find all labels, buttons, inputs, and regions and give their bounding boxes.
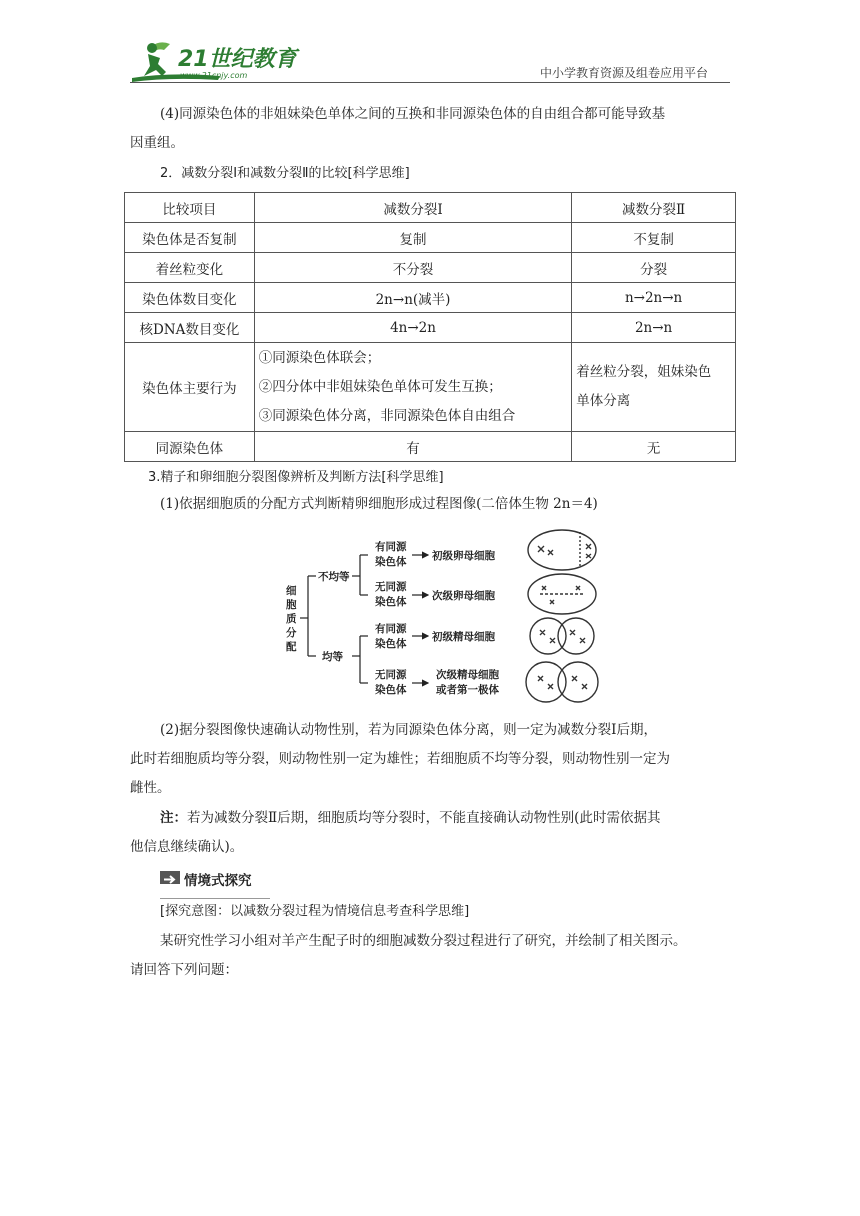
diagram-branch-label: 染色体: [375, 684, 407, 696]
diagram-root-char: 细: [286, 585, 297, 597]
arrow-right-icon: [160, 871, 180, 884]
table-cell: 不分裂: [254, 253, 571, 283]
table-row-behavior: [125, 343, 736, 432]
table-cell: 染色体数目变化: [125, 283, 255, 313]
explore-line2: 请回答下列问题：: [130, 962, 238, 978]
section3-paragraph-1: (1)依据细胞质的分配方式判断精卵细胞形成过程图像(二倍体生物 2n＝4): [160, 496, 598, 512]
table-header-row: [125, 193, 736, 223]
diagram-branch-label: 染色体: [375, 596, 407, 608]
behavior-m1-line: ②四分体中非姐妹染色单体可发生互换；: [258, 378, 502, 395]
table-cell: 2n→n(减半): [254, 283, 571, 313]
diagram-unequal-label: 不均等: [318, 571, 350, 583]
table-cell: 4n→2n: [254, 313, 571, 343]
diagram-result-label: 初级精母细胞: [432, 631, 495, 643]
logo-text: 21世纪教育: [178, 47, 297, 72]
site-logo: [130, 36, 300, 84]
table-row: [125, 253, 736, 283]
note-text: 若为减数分裂Ⅱ后期，细胞质均等分裂时，不能直接确认动物性别(此时需依据其: [187, 810, 661, 826]
diagram-branch-label: 无同源: [375, 581, 407, 593]
explore-tag-label: 情境式探究: [184, 873, 252, 889]
cell-primary-spermatocyte-icon: [530, 618, 594, 654]
table-cell: 核DNA数目变化: [125, 313, 255, 343]
section3-title: 3.精子和卵细胞分裂图像辨析及判断方法[科学思维]: [148, 470, 444, 485]
note-line1: [160, 804, 660, 833]
note-label: 注：: [160, 810, 187, 826]
diagram-root-char: 配: [286, 641, 297, 653]
cell-illustrations: [526, 530, 598, 702]
behavior-m1-line: ③同源染色体分离，非同源染色体自由组合: [258, 407, 516, 424]
diagram-result-label: 初级卵母细胞: [432, 550, 495, 562]
behavior-m2-line: 着丝粒分裂，姐妹染色: [576, 364, 712, 380]
diagram-branch-label: 染色体: [375, 638, 407, 650]
diagram-root-char: 质: [286, 613, 297, 625]
paragraph-4-line2: 因重组。: [130, 135, 184, 151]
diagram-root-char: 分: [286, 627, 297, 639]
table-row: [125, 283, 736, 313]
table-cell: 无: [572, 432, 736, 462]
cell-division-diagram: [280, 528, 610, 706]
table-cell: 分裂: [572, 253, 736, 283]
diagram-root-char: 胞: [286, 599, 297, 611]
header-divider: [130, 82, 730, 83]
explore-tag-underline: [160, 898, 270, 899]
cell-secondary-spermatocyte-icon: [526, 662, 598, 702]
behavior-m2-line: 单体分离: [576, 393, 631, 409]
table-cell: n→2n→n: [572, 283, 736, 313]
table-cell: 有: [254, 432, 571, 462]
table-header-cell: 比较项目: [125, 193, 255, 223]
explore-line1: 某研究性学习小组对羊产生配子时的细胞减数分裂过程进行了研究，并绘制了相关图示。: [160, 933, 687, 949]
table-cell: 复制: [254, 223, 571, 253]
section2-title: 2．减数分裂Ⅰ和减数分裂Ⅱ的比较[科学思维]: [160, 166, 410, 181]
table-cell: 着丝粒变化: [125, 253, 255, 283]
explore-tag: [160, 869, 268, 887]
diagram-branch-label: 有同源: [375, 623, 407, 635]
table-cell-behavior-m1: [254, 343, 571, 432]
table-row: [125, 223, 736, 253]
diagram-result-label: 次级卵母细胞: [432, 590, 495, 602]
diagram-branch-label: 有同源: [375, 541, 407, 553]
behavior-m1-line: ①同源染色体联会；: [258, 349, 381, 366]
table-cell: 同源染色体: [125, 432, 255, 462]
section3-paragraph-2-line3: 雌性。: [130, 780, 171, 796]
table-row: [125, 432, 736, 462]
comparison-table: [124, 192, 736, 462]
header-platform-text: 中小学教育资源及组卷应用平台: [540, 66, 709, 80]
section3-paragraph-2-line1: (2)据分裂图像快速确认动物性别，若为同源染色体分离，则一定为减数分裂Ⅰ后期，: [160, 722, 657, 738]
table-cell: 染色体是否复制: [125, 223, 255, 253]
diagram-equal-label: 均等: [322, 651, 343, 663]
cell-primary-oocyte-icon: [528, 530, 596, 570]
table-cell: 染色体主要行为: [125, 343, 255, 432]
table-cell: 2n→n: [572, 313, 736, 343]
diagram-result-label: 次级精母细胞: [436, 669, 499, 681]
logo-url: www.21cnjy.com: [180, 71, 248, 80]
table-header-cell: 减数分裂Ⅰ: [254, 193, 571, 223]
explore-intent: [探究意图：以减数分裂过程为情境信息考查科学思维]: [160, 904, 470, 919]
table-cell: 不复制: [572, 223, 736, 253]
table-cell-behavior-m2: [572, 343, 736, 432]
paragraph-4-line1: (4)同源染色体的非姐妹染色单体之间的互换和非同源染色体的自由组合都可能导致基: [160, 106, 666, 122]
diagram-branch-label: 染色体: [375, 556, 407, 568]
section3-paragraph-2-line2: 此时若细胞质均等分裂，则动物性别一定为雄性；若细胞质不均等分裂，则动物性别一定为: [130, 751, 670, 767]
diagram-result-label: 或者第一极体: [436, 684, 499, 696]
table-header-cell: 减数分裂Ⅱ: [572, 193, 736, 223]
diagram-branch-label: 无同源: [375, 669, 407, 681]
cell-secondary-oocyte-icon: [528, 574, 596, 614]
table-row: [125, 313, 736, 343]
note-line2: 他信息继续确认)。: [130, 839, 244, 855]
